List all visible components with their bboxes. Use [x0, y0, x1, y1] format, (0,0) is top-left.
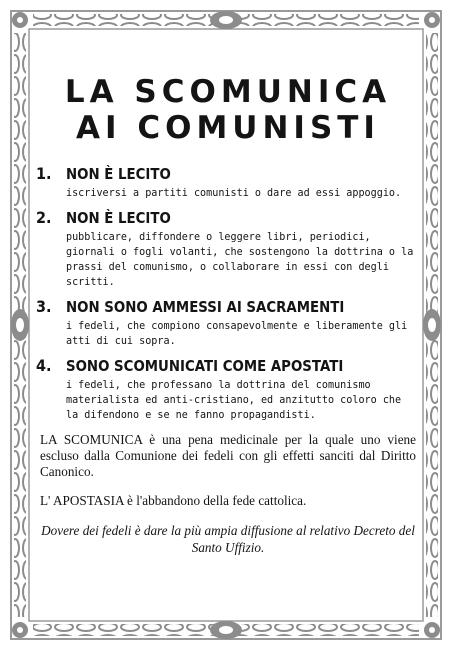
item-heading: NON È LECITO [66, 165, 171, 183]
list-item [36, 208, 420, 289]
title-line-1: LA SCOMUNICA [64, 74, 392, 110]
prohibitions-list [36, 164, 420, 422]
closing-exhortation: Dovere dei fedeli è dare la più ampia diffusione al relativo Decreto del Santo Uffizio. [41, 523, 415, 556]
item-number: 1. [36, 164, 52, 183]
item-number: 4. [36, 356, 52, 375]
list-item [36, 356, 420, 422]
poster-title [36, 74, 420, 146]
title-line-2: AI COMUNISTI [76, 110, 380, 146]
item-text: i fedeli, che professano la dottrina del comunismo materialista ed anti-cristiano, ed anzitutto coloro che la difendono e se ne fanno propagandisti. [66, 378, 402, 421]
item-text: pubblicare, diffondere o leggere libri, periodici, giornali o fogli volanti, che sostengono la dottrina o la prassi del comunismo, o collaborare in essi con degli scritti. [66, 230, 414, 288]
item-heading: SONO SCOMUNICATI COME APOSTATI [66, 357, 344, 375]
poster-content [36, 74, 420, 570]
apostasia-definition: L' APOSTASIA è l'abbandono della fede cattolica. [40, 493, 307, 509]
list-item [36, 297, 420, 348]
item-number: 3. [36, 297, 52, 316]
item-heading: NON È LECITO [66, 209, 171, 227]
item-number: 2. [36, 208, 52, 227]
list-item [36, 164, 420, 200]
item-text: i fedeli, che compiono consapevolmente e liberamente gli atti di cui sopra. [66, 319, 408, 347]
scomunica-definition: LA SCOMUNICA è una pena medicinale per la quale uno viene escluso dalla Comunione dei fedeli con gli effetti sanciti dal Diritto Canonico. [40, 432, 416, 479]
item-text: iscriversi a partiti comunisti o dare ad essi appoggio. [66, 186, 402, 199]
item-heading: NON SONO AMMESSI AI SACRAMENTI [66, 298, 345, 316]
